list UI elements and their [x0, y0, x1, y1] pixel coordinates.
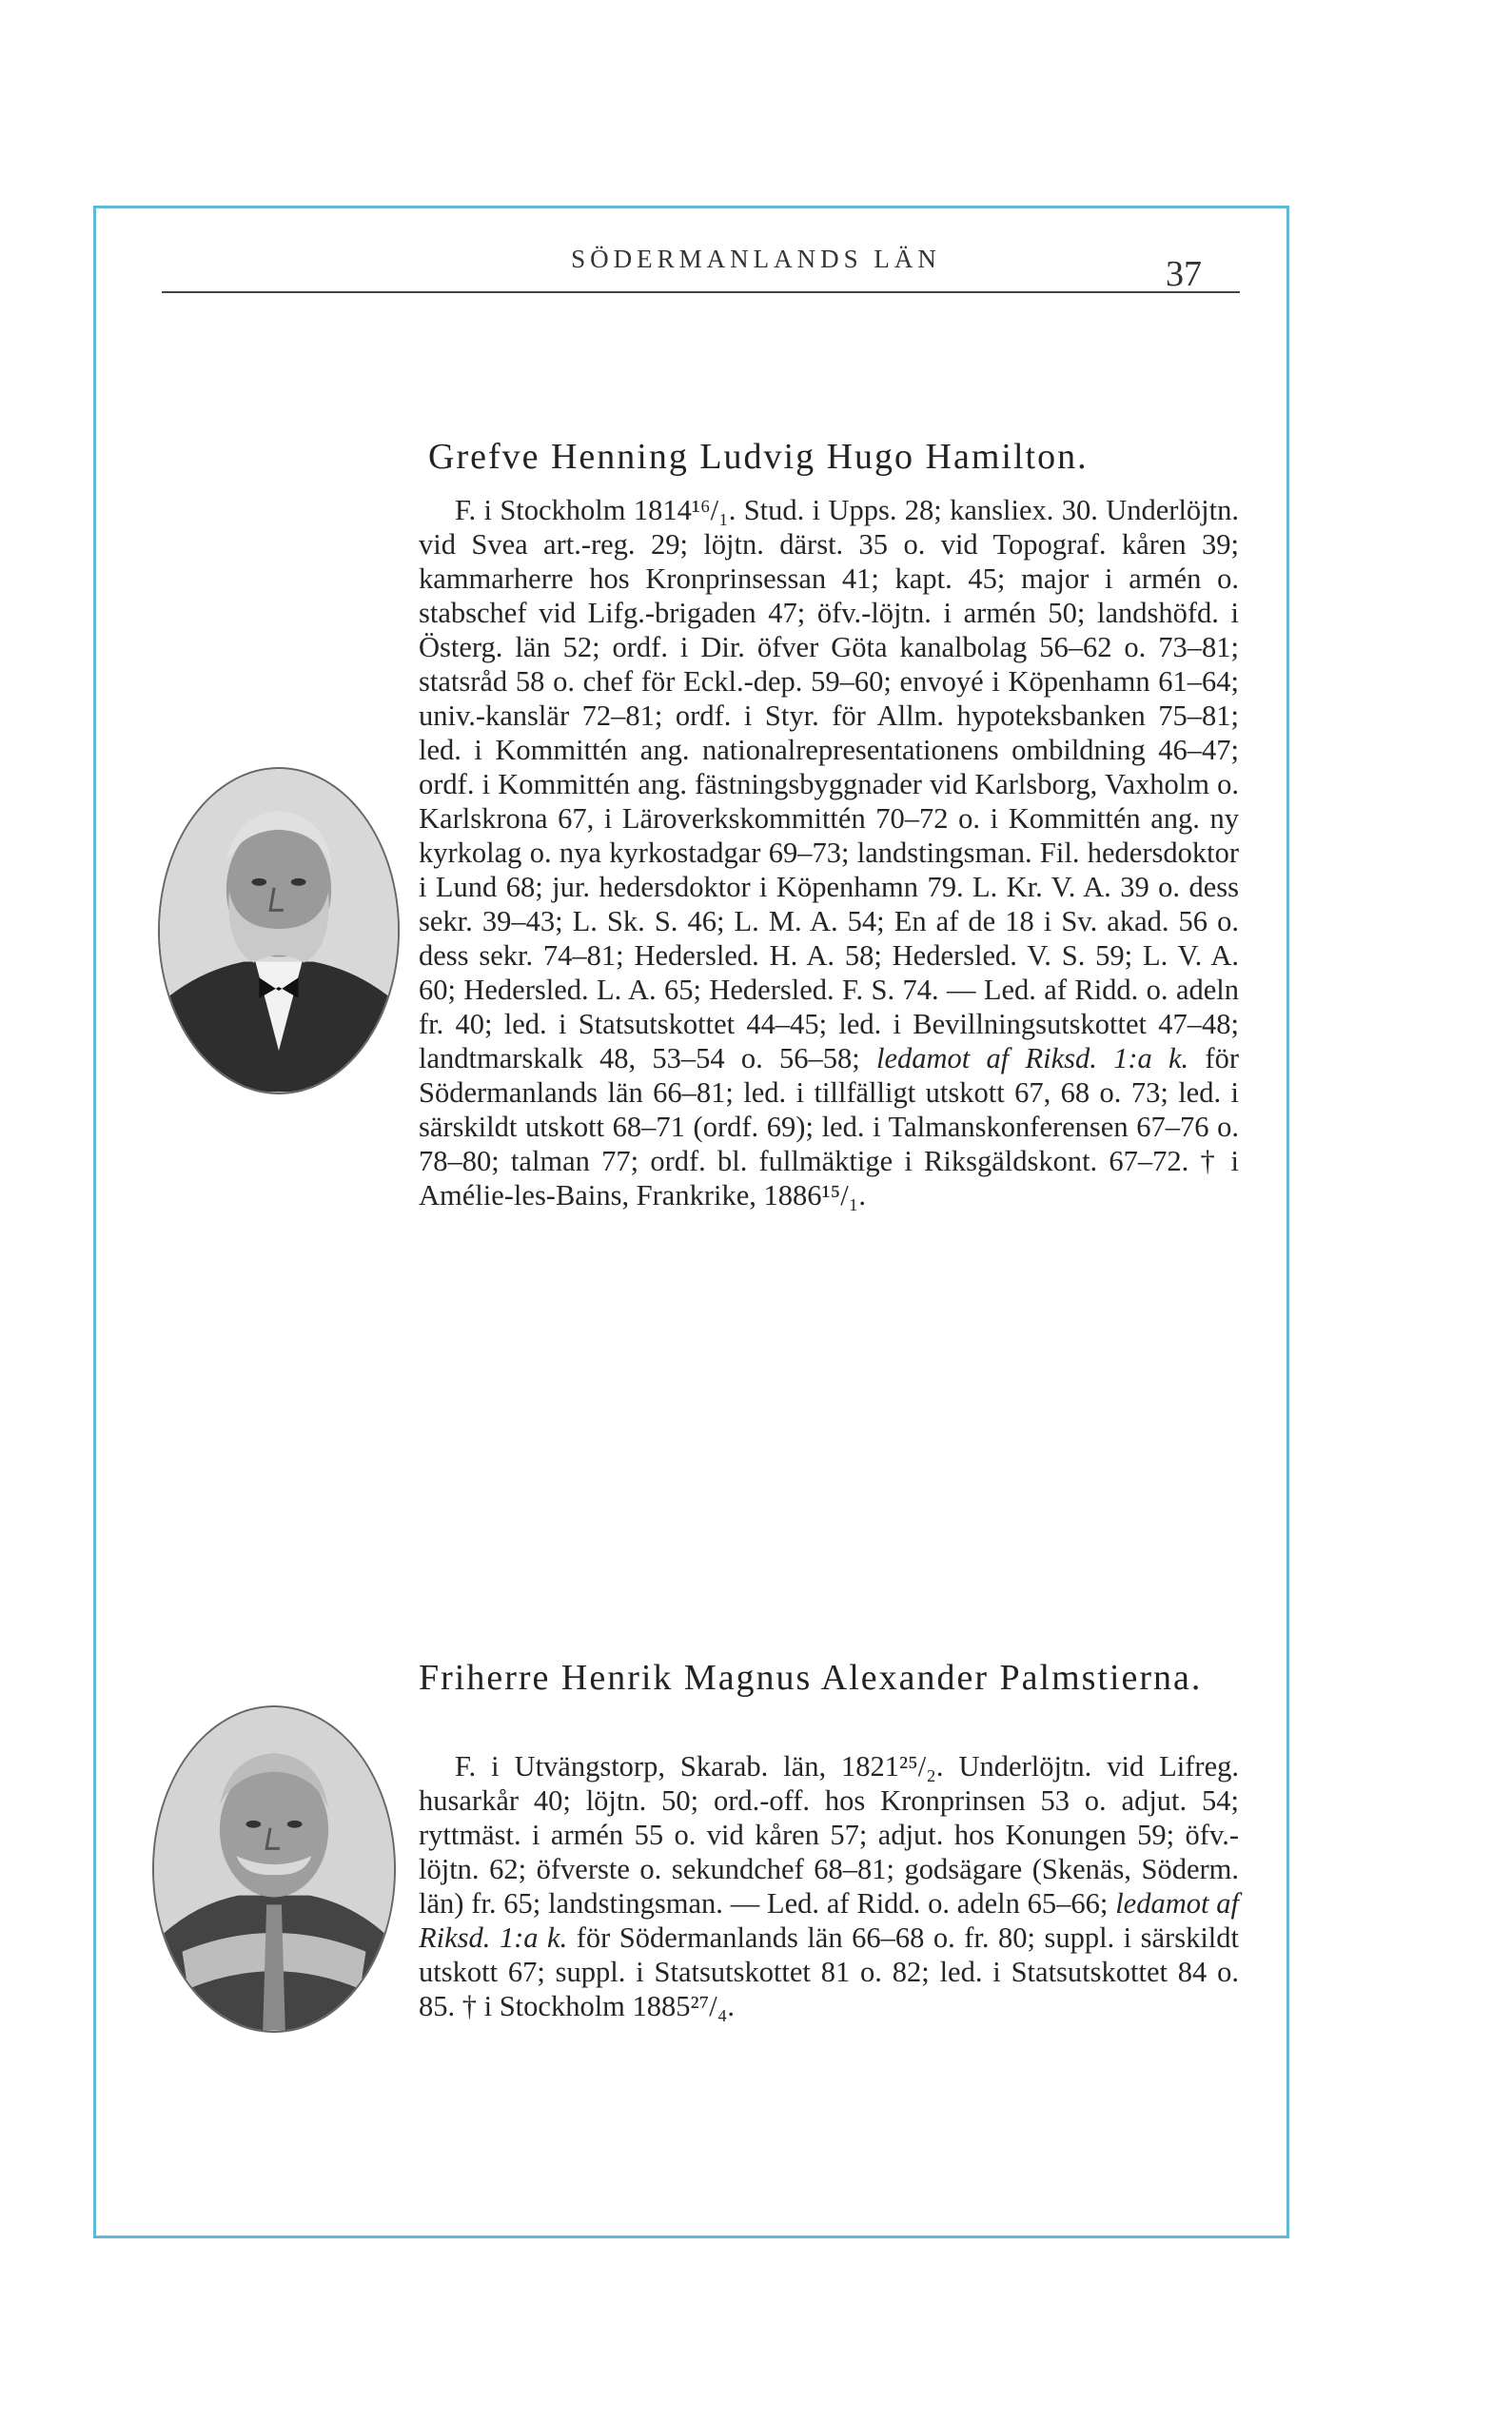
entry-body-palmstierna-text: F. i Utvängstorp, Skarab. län, 1821²⁵/₂. Underlöjtn. vid Lifreg. husarkår 40; löjtn. 50; ord.-off. hos Kronprinsen 53 o. adjut. 54; ryttmäst. i armén 55 o. vid kåren 57; adjut. hos Konungen 59; öfv.-löjtn. 62; öfverste o. sekundchef 68–81; godsägare (Skenäs, Söderm. län) fr. 65; landstingsman. — Led. af Ridd. o. adeln 65–66;	[419, 1750, 1239, 1920]
entry-title-palmstierna: Friherre Henrik Magnus Alexander Palmstierna.	[419, 1658, 1203, 1698]
portrait-palmstierna	[152, 1705, 396, 2033]
header-rule	[162, 291, 1240, 293]
entry-body-palmstierna-italic: ledamot af Riksd. 1:a k.	[419, 1887, 1239, 1954]
entry-body-hamilton-text: F. i Stockholm 1814¹⁶/₁. Stud. i Upps. 28; kansliex. 30. Underlöjtn. vid Svea art.-reg. 29; löjtn. därst. 35 o. vid Topograf. kåren 39; kammarherre hos Kronprinsessan 41; kapt. 45; major i armén o. stabschef vid Lifg.-brigaden 47; öfv.-löjtn. i armén 50; landshöfd. i Österg. län 52; ordf. i Dir. öfver Göta kanalbolag 56–62 o. 73–81; statsråd 58 o. chef för Eckl.-dep. 59–60; envoyé i Köpenhamn 61–64; univ.-kanslär 72–81; ordf. i Styr. för Allm. hypoteksbanken 75–81; led. i Kommittén ang. nationalrepresentationens ombildning 46–47; ordf. i Kommittén ang. fästningsbyggnader vid Karlsborg, Vaxholm o. Karlskrona 67, i Läroverkskommittén 70–72 o. i Kommittén ang. ny kyrkolag o. nya kyrkostadgar 69–73; landstingsman. Fil. hedersdoktor i Lund 68; jur. hedersdoktor i Köpenhamn 79. L. Kr. V. A. 39 o. dess sekr. 39–43; L. Sk. S. 46; L. M. A. 54; En af de 18 i Sv. akad. 56 o. dess sekr. 74–81; Hedersled. H. A. 58; Hedersled. V. S. 59; L. V. A. 60; Hedersled. L. A. 65; Hedersled. F. S. 74. — Led. af Ridd. o. adeln fr. 40; led. i Statsutskottet 44–45; led. i Bevillningsutskottet 47–48; landtmarskalk 48, 53–54 o. 56–58;	[419, 494, 1239, 1074]
entry-body-hamilton-end: för Södermanlands län 66–81; led. i tillfälligt utskott 67, 68 o. 73; led. i särskildt utskott 68–71 (ordf. 69); led. i Talmanskonferensen 67–76 o. 78–80; talman 77; ordf. bl. fullmäktige i Riksgäldskont. 67–72. † i Amélie-les-Bains, Frankrike, 1886¹⁵/₁.	[419, 1042, 1239, 1212]
running-title: SÖDERMANLANDS LÄN	[571, 245, 941, 273]
page-number: 37	[1166, 254, 1202, 294]
entry-body-palmstierna	[419, 1749, 1239, 2023]
entry-body-hamilton	[419, 493, 1239, 1212]
entry-body-hamilton-italic: ledamot af Riksd. 1:a k.	[876, 1042, 1189, 1074]
portrait-hamilton-image	[160, 769, 398, 1093]
entry-body-palmstierna-end: för Södermanlands län 66–68 o. fr. 80; suppl. i särskildt utskott 67; suppl. i Statsutskottet 81 o. 82; led. i Statsutskottet 84 o. 85. † i Stockholm 1885²⁷/₄.	[419, 1921, 1239, 2022]
portrait-hamilton	[158, 767, 400, 1094]
portrait-palmstierna-image	[154, 1707, 394, 2031]
entry-title-hamilton: Grefve Henning Ludvig Hugo Hamilton.	[428, 437, 1089, 477]
